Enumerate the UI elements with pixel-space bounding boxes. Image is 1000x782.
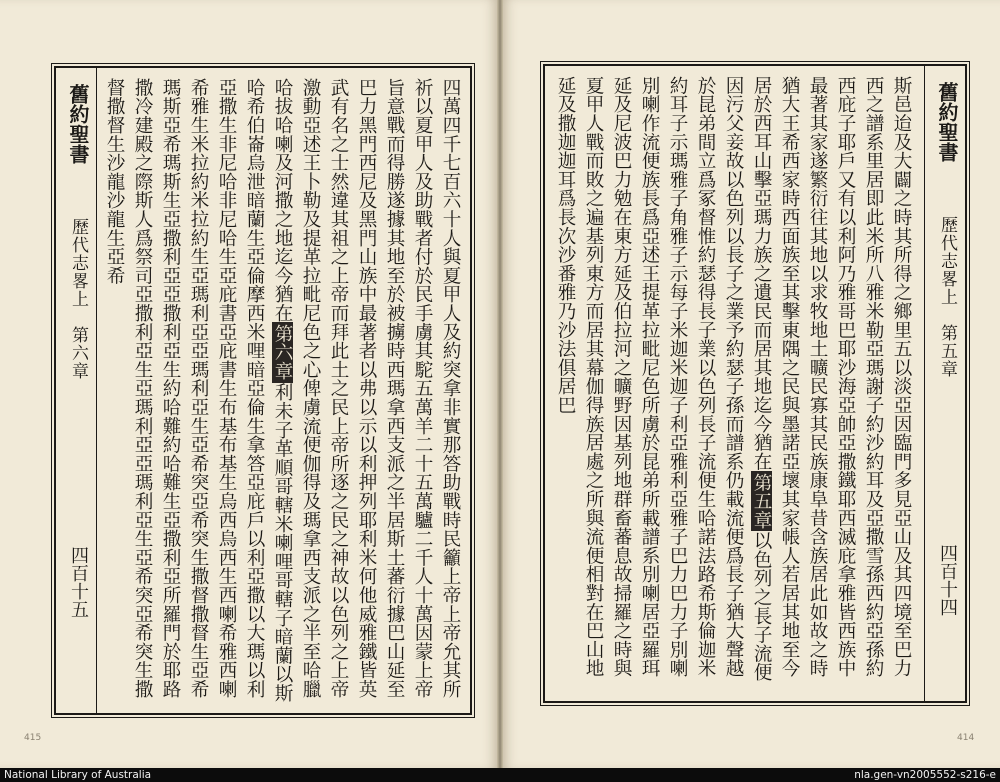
- left-pencil-note: 415: [24, 733, 42, 743]
- right-pencil-note: 414: [957, 733, 975, 743]
- right-body-text: [551, 76, 919, 691]
- left-body-text-part1: 四萬四千七百六十人與夏甲人及約突拿非實那答助戰時民籲上帝上帝允其所祈以夏甲人及助戰者付於民手虜其駝五萬羊二十五萬驢二千人十萬因蒙上帝旨意戰而得勝遂據其地至於被擄時西瑪拿西支派之半居斯土蕃衍據巴山延至巴力黑門西尼及黑門山族中最著者以弗以示以利押列耶利米何他威雅鐵皆英武有名之士然違其祖之上帝而拜此土之民上帝所逐之民之神故以色列之上帝激動亞述王卜勒及提革拉毗尼色之心俾虜流便伽得及瑪拿西支派之半至哈臘哈拔哈喇及河撒之地迄今猶在: [272, 78, 461, 699]
- left-page-frame: [54, 66, 472, 715]
- right-page-frame: [543, 64, 967, 703]
- right-chapter-marker: 第五章: [751, 472, 772, 530]
- right-page: [503, 0, 1000, 768]
- left-margin-section: 歷代志畧上 第六章: [68, 218, 88, 380]
- left-margin-title: 舊約聖書: [66, 84, 90, 164]
- left-chapter-marker: 第六章: [272, 324, 293, 381]
- right-margin-section: 歷代志畧上 第五章: [937, 216, 957, 378]
- left-body-text: [100, 78, 462, 703]
- footer-bar: [0, 768, 1000, 782]
- right-body-text-part1: 斯邑迨及大闢之時其所得之鄉里五以淡亞因臨門多見亞山及其四境至巴力西之譜系里居即此米所八雅米勒亞瑪謝子約沙約耳及亞撒雪孫西約亞孫約西庇子耶戶又有以利阿乃雅哥巴耶沙海亞帥亞撒鐵耶西滅庇拿雅皆西族中最著其家遂繁衍往其地以求牧地土曠民寡其民族康阜昔含族居此如故之時猶大王希西家時西面族至其擊東隅之民與墨諾亞壞其家帳人若居其地至今居於西耳山擊亞瑪力族之遺民而居其地迄今猶在: [751, 76, 912, 678]
- footer-library-name: National Library of Australia: [4, 769, 152, 781]
- right-margin-strip: [924, 66, 965, 701]
- left-body-text-part2: 利未子革順哥轄米喇哩哥轄子暗蘭以斯哈希伯崙烏泄暗蘭生亞倫摩西米哩暗亞倫生拿答亞庇戶以利亞撒以大瑪以利亞撒生非尼哈非尼哈生亞庇書亞庇書生布基布基生烏西烏西生西喇希雅西喇希雅生米拉約米拉約生亞瑪利亞亞瑪利亞生亞希突亞希突生撒督撒督生亞希瑪斯亞希瑪斯生亞撒利亞亞撒利亞生約哈難約哈難生亞撒利亞所羅門於耶路撒冷建殿之際斯人爲祭司亞撒利亞生亞瑪利亞亞瑪利亞生亞希突亞希突生撒督撒督生沙龍沙龍生亞希: [104, 78, 293, 703]
- left-margin-strip: [56, 68, 97, 713]
- left-body-column: [100, 78, 462, 703]
- footer-identifier: nla.gen-vn2005552-s216-e: [854, 769, 996, 781]
- right-body-text-part2: 以色列之長子流便因污父妾故以色列以長子之業予約瑟子孫而譜系仍載流便爲長子猶大聲越於昆弟間立爲冢督惟約瑟得長子業以色列長子流便生哈諾法路希斯倫迦米約耳子示瑪雅子角雅子示每子米迦米迦子利亞雅利亞雅子巴力巴力子別喇別喇作流便族長爲亞述王提革拉毗尼色所虜於昆弟所載譜系別喇居亞羅珥延及尼波巴力勉在東方延及伯拉河之曠野因基列地群畜蕃息故掃羅之時與夏甲人戰而敗之遍基列東方而居其幕伽得族居處之所與流便相對在巴山地延及撒迦迦耳爲長次沙番雅乃沙法俱居巴: [555, 76, 772, 682]
- right-margin-title: 舊約聖書: [935, 82, 959, 162]
- right-page-number: 四百十四: [937, 544, 958, 616]
- left-page-number: 四百十五: [68, 546, 89, 618]
- left-page: [0, 0, 497, 768]
- right-body-column: [551, 76, 919, 691]
